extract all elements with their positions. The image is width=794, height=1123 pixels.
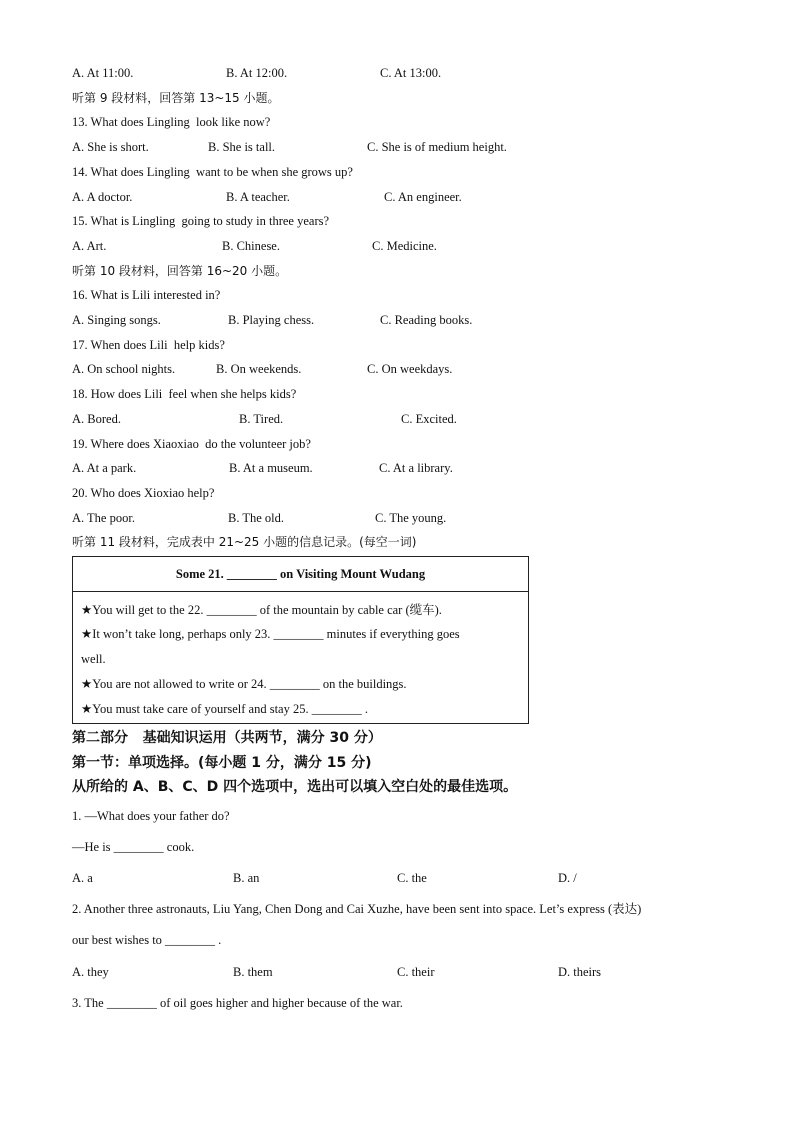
- table-row-24: ★You are not allowed to write or 24. ________ on the buildings.: [81, 677, 407, 691]
- s1-option-b: B. an: [233, 871, 260, 885]
- prev-option-c: C. At 13:00.: [380, 66, 442, 80]
- q17-option-a: A. On school nights.: [72, 362, 176, 376]
- q13-option-c: C. She is of medium height.: [367, 140, 507, 154]
- q16-option-b: B. Playing chess.: [228, 313, 315, 327]
- q15-option-a: A. Art.: [72, 239, 107, 253]
- s2-option-d: D. theirs: [558, 965, 602, 979]
- question-15: 15. What is Lingling going to study in three years?: [72, 214, 330, 228]
- q15-option-b: B. Chinese.: [222, 239, 280, 253]
- q14-option-a: A. A doctor.: [72, 190, 133, 204]
- section-10-heading: 听第 10 段材料，回答第 16~20 小题。: [72, 264, 288, 278]
- q19-option-a: A. At a park.: [72, 461, 137, 475]
- s1-option-a: A. a: [72, 871, 93, 885]
- q17-option-c: C. On weekdays.: [367, 362, 453, 376]
- q20-option-c: C. The young.: [375, 511, 447, 525]
- s2-option-c: C. their: [397, 965, 435, 979]
- q13-option-b: B. She is tall.: [208, 140, 276, 154]
- question-18: 18. How does Lili feel when she helps kids?: [72, 387, 297, 401]
- question-17: 17. When does Lili help kids?: [72, 338, 225, 352]
- question-14: 14. What does Lingling want to be when she grows up?: [72, 165, 353, 179]
- info-table: [72, 556, 529, 724]
- q15-option-c: C. Medicine.: [372, 239, 437, 253]
- s2-option-a: A. they: [72, 965, 109, 979]
- section-9-heading: 听第 9 段材料，回答第 13~15 小题。: [72, 91, 280, 105]
- table-row-25: ★You must take care of yourself and stay 25. ________ .: [81, 702, 368, 716]
- table-row-22: ★You will get to the 22. ________ of the mountain by cable car (缆车).: [81, 603, 442, 617]
- q18-option-a: A. Bored.: [72, 412, 121, 426]
- question-1-line-2: —He is ________ cook.: [72, 840, 195, 854]
- instructions: 从所给的 A、B、C、D 四个选项中，选出可以填入空白处的最佳选项。: [72, 779, 518, 795]
- q19-option-c: C. At a library.: [379, 461, 453, 475]
- q16-option-a: A. Singing songs.: [72, 313, 161, 327]
- s1-option-c: C. the: [397, 871, 427, 885]
- q20-option-a: A. The poor.: [72, 511, 135, 525]
- q18-option-c: C. Excited.: [401, 412, 457, 426]
- question-16: 16. What is Lili interested in?: [72, 288, 221, 302]
- q20-option-b: B. The old.: [228, 511, 285, 525]
- section-1-heading: 第一节：单项选择。(每小题 1 分，满分 15 分): [72, 755, 372, 771]
- q14-option-c: C. An engineer.: [384, 190, 462, 204]
- s1-option-d: D. /: [558, 871, 577, 885]
- s2-option-b: B. them: [233, 965, 273, 979]
- q13-option-a: A. She is short.: [72, 140, 149, 154]
- question-3: 3. The ________ of oil goes higher and higher because of the war.: [72, 996, 403, 1010]
- question-13: 13. What does Lingling look like now?: [72, 115, 271, 129]
- prev-option-b: B. At 12:00.: [226, 66, 288, 80]
- section-11-heading: 听第 11 段材料，完成表中 21~25 小题的信息记录。(每空一词): [72, 535, 417, 549]
- question-1: 1. —What does your father do?: [72, 809, 230, 823]
- part-2-heading: 第二部分 基础知识运用（共两节，满分 30 分）: [72, 730, 382, 746]
- table-row-23: ★It won’t take long, perhaps only 23. ________ minutes if everything goes: [81, 627, 460, 641]
- prev-option-a: A. At 11:00.: [72, 66, 134, 80]
- q14-option-b: B. A teacher.: [226, 190, 290, 204]
- table-title: Some 21. ________ on Visiting Mount Wudang: [73, 557, 528, 592]
- q18-option-b: B. Tired.: [239, 412, 284, 426]
- question-2: 2. Another three astronauts, Liu Yang, Chen Dong and Cai Xuzhe, have been sent into space. Let’s express (表达): [72, 902, 642, 916]
- q17-option-b: B. On weekends.: [216, 362, 302, 376]
- question-19: 19. Where does Xiaoxiao do the volunteer job?: [72, 437, 311, 451]
- question-20: 20. Who does Xioxiao help?: [72, 486, 215, 500]
- table-row-23-cont: well.: [81, 652, 106, 666]
- q16-option-c: C. Reading books.: [380, 313, 473, 327]
- q19-option-b: B. At a museum.: [229, 461, 313, 475]
- question-2-line-2: our best wishes to ________ .: [72, 933, 222, 947]
